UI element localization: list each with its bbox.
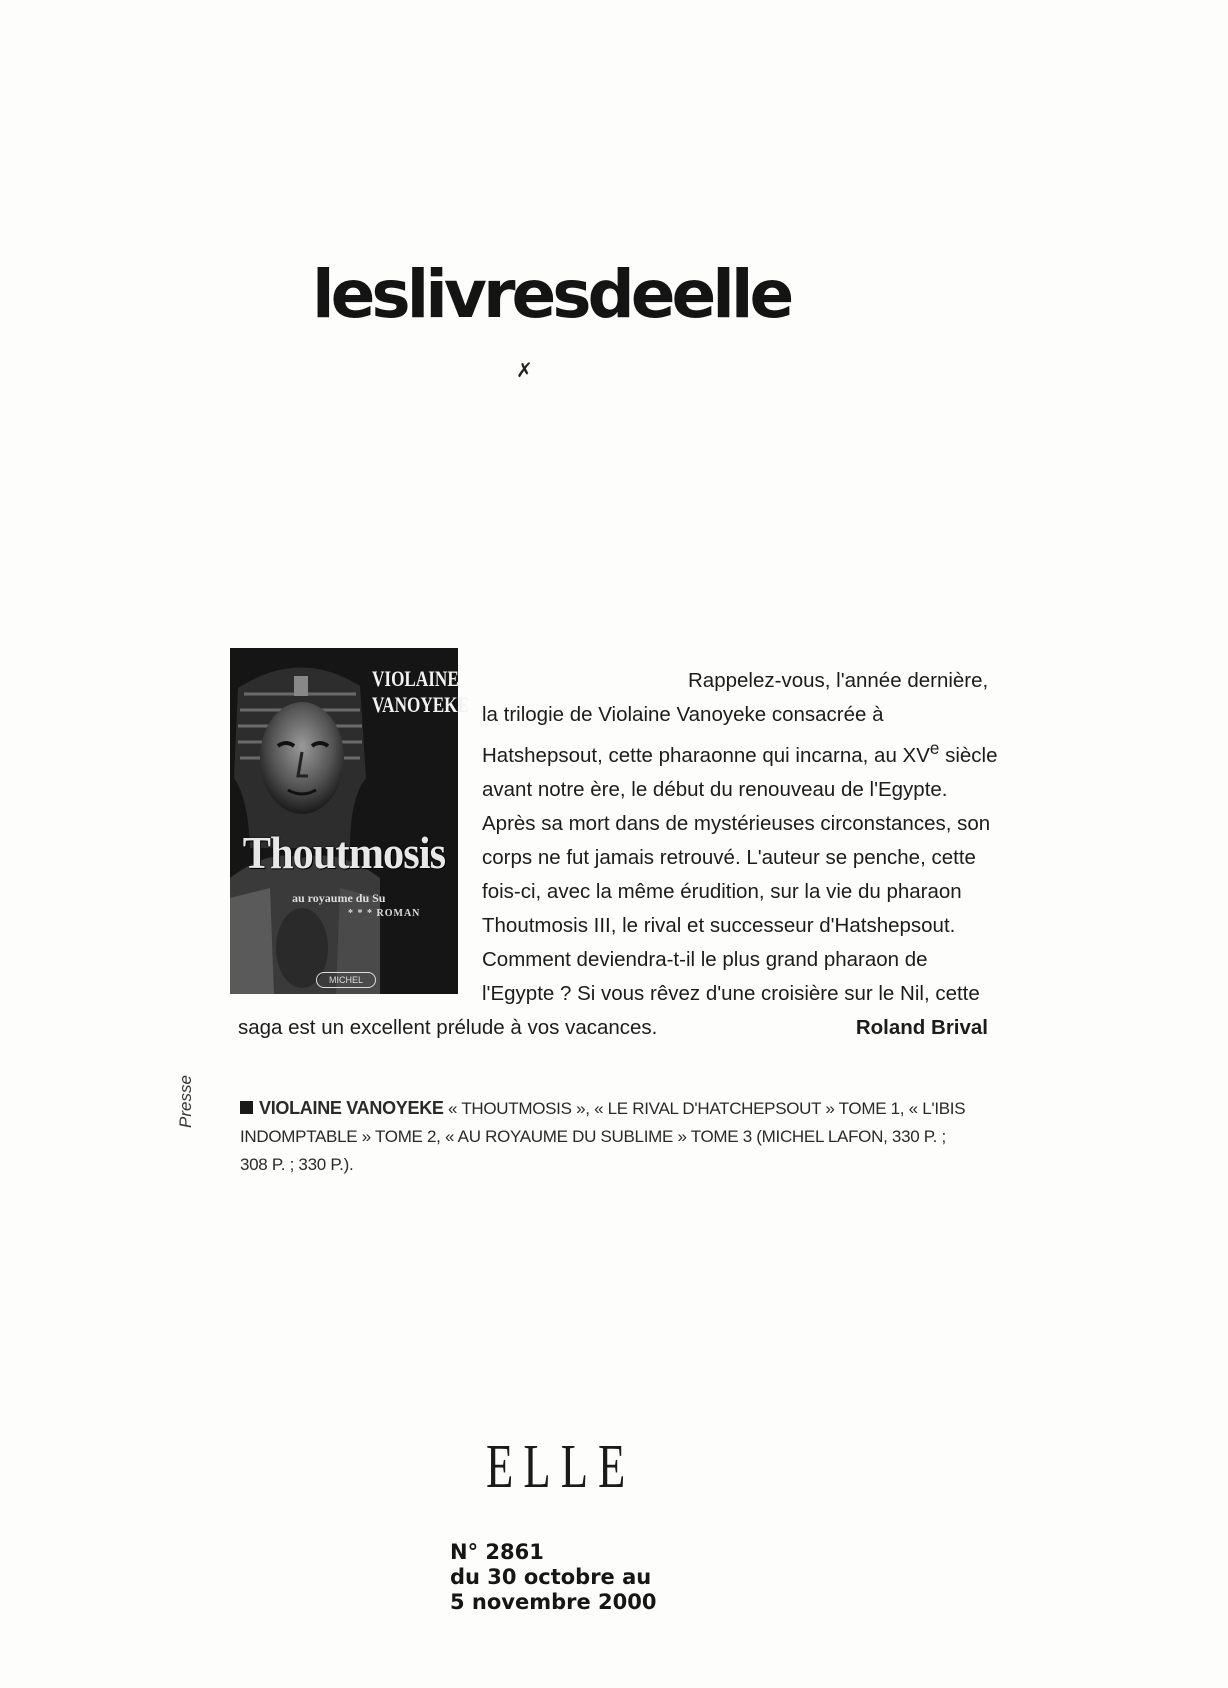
review-text [238,664,1004,1045]
cover-tome: * * * ROMAN [348,908,421,919]
credit-author: VIOLAINE VANOYEKE [259,1098,444,1118]
issue-date-line1: du 30 octobre au [450,1565,652,1589]
bullet-square-icon [240,1101,253,1114]
issue-date-line2: 5 novembre 2000 [450,1590,657,1614]
cover-wrap-spacer [238,664,482,1002]
review-lead: Rappelez-vous, l'année [688,669,902,692]
issue-info [450,1540,657,1615]
masthead-title: leslivresdeelle [312,256,791,333]
issue-number: N° 2861 [450,1540,544,1564]
review-body-end: siècle avant notre ère, le début du renouveau de l'Egypte. Après sa mort dans de mystérieuses circonstances, son corps ne fut jamais retrouvé. L'auteur se penche, cette fois-ci, avec la même érudition, sur la vie du pharaon Thoutmosis III, le rival et successeur d'Hatshepsout. Comment deviendra-t-il le plus grand pharaon de l'Egypte ? Si vous rêvez d'une croisière sur le Nil, cette saga est un excellent prélude à vos vacances. [238,743,998,1039]
review-signature: Roland Brival [855,1015,988,1039]
cover-author: VIOLAINE VANOYEKE [372,666,469,717]
credit-details: « THOUTMOSIS », « LE RIVAL D'HATCHEPSOUT » TOME 1, « L'IBIS INDOMPTABLE » TOME 2, « AU ROYAUME DU SUBLIME » TOME 3 (MICHEL LAFON, 330 P. ; 308 P. ; 330 P.). [240,1099,966,1174]
cover-title: Thoutmosis [242,827,446,878]
review-body-start: dernière, la trilogie de Violaine Vanoyeke consacrée à Hatshepsout, cette pharaonne qui incarna, au XV [482,669,989,767]
cover-subtitle: au royaume du Su [292,891,386,905]
book-credit [240,1094,976,1179]
side-label: Presse [176,1075,195,1128]
masthead-mark: ✗ [516,360,533,382]
elle-logo: ELLE [486,1433,636,1501]
century-superscript: e [929,739,940,758]
publisher-logo: MICHEL [316,972,376,988]
